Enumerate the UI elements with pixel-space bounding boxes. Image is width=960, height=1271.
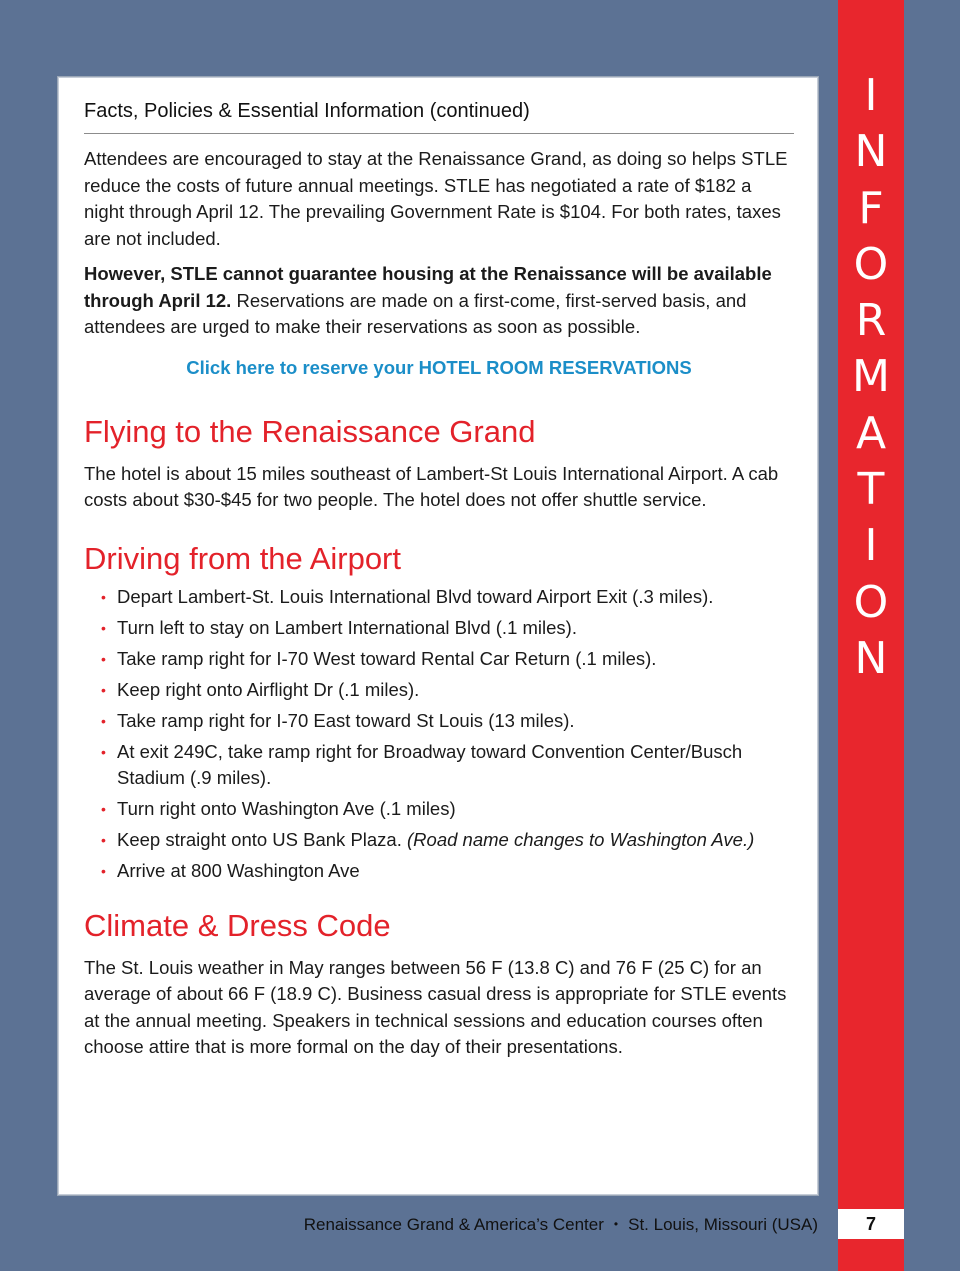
road-name-note: (Road name changes to Washington Ave.) [407, 829, 755, 850]
flying-text: The hotel is about 15 miles southeast of Lambert-St Louis International Airport. A cab costs about $30-$45 for two people. The hotel does not offer shuttle service. [84, 462, 779, 510]
bullet-icon: • [101, 743, 106, 760]
flying-heading: Flying to the Renaissance Grand [84, 413, 536, 449]
list-item: • At exit 249C, take ramp right for Broadway toward Convention Center/Busch Stadium (.9 miles). [101, 740, 743, 788]
bullet-icon: • [101, 588, 106, 605]
sidebar-letter: O [853, 577, 889, 628]
sidebar-letter: N [854, 633, 888, 684]
bullet-icon: • [101, 619, 106, 636]
list-item: • Keep straight onto US Bank Plaza. (Road name changes to Washington Ave.) [84, 827, 794, 854]
bullet-icon: • [101, 650, 106, 667]
information-sidebar [838, 0, 904, 1271]
bullet-icon: • [101, 832, 106, 848]
intro-paragraph: Attendees are encouraged to stay at the Renaissance Grand, as doing so helps STLE reduce the costs of future annual meetings. STLE has negotiated a rate of $182 a night through April 12. The prevailing Government Rate is $104. For both rates, taxes are not included. [84, 148, 788, 249]
footer-venue: Renaissance Grand & America’s Center [303, 1215, 604, 1234]
bullet-icon: • [101, 712, 106, 729]
hotel-reservation-link[interactable]: Click here to reserve your HOTEL ROOM RESERVATIONS [186, 356, 692, 378]
bullet-icon: • [101, 863, 106, 879]
list-item: • Arrive at 800 Washington Ave [84, 858, 794, 885]
bullet-icon: • [101, 681, 106, 698]
page-footer [120, 1209, 818, 1239]
sidebar-letter: M [852, 351, 890, 402]
sidebar-letter: O [853, 239, 889, 290]
list-item: • Keep right onto Airflight Dr (.1 miles). [84, 677, 794, 704]
driving-heading: Driving from the Airport [84, 540, 401, 576]
housing-warning: However, STLE cannot guarantee housing at the Renaissance will be available through April 12. [84, 263, 772, 311]
list-item: • Take ramp right for I-70 East toward St Louis (13 miles). [84, 708, 794, 735]
list-item: • Turn left to stay on Lambert International Blvd (.1 miles). [84, 615, 794, 642]
list-item: • Depart Lambert-St. Louis International Blvd toward Airport Exit (.3 miles). [84, 584, 794, 611]
page-number: 7 [838, 1209, 904, 1239]
climate-text: The St. Louis weather in May ranges between 56 F (13.8 C) and 76 F (25 C) for an average of about 66 F (18.9 C). Business casual dress is appropriate for STLE events at the annual meeting. Speakers in technical sessions and education courses often choose attire that is more formal on the day of their presentations. [84, 956, 787, 1057]
sidebar-letter: T [857, 464, 885, 515]
sidebar-letter: A [855, 408, 887, 459]
housing-paragraph [84, 261, 794, 341]
content-body [84, 97, 794, 1061]
driving-directions-list [84, 584, 794, 885]
list-item: • Turn right onto Washington Ave (.1 miles) [84, 796, 794, 823]
section-title: Facts, Policies & Essential Information (continued) [84, 97, 794, 134]
sidebar-letter: F [858, 183, 884, 234]
sidebar-letter: I [864, 70, 878, 121]
list-item: • Take ramp right for I-70 West toward Rental Car Return (.1 miles). [84, 646, 794, 673]
sidebar-letter: I [864, 520, 878, 571]
housing-details: Reservations are made on a first-come, first-served basis, and attendees are urged to make their reservations as soon as possible. [84, 289, 747, 337]
climate-heading: Climate & Dress Code [84, 907, 391, 943]
sidebar-letter: R [855, 295, 887, 346]
content-card [57, 76, 819, 1196]
footer-location: St. Louis, Missouri (USA) [628, 1215, 818, 1234]
sidebar-letter: N [854, 126, 888, 177]
footer-separator: • [613, 1217, 619, 1231]
bullet-icon: • [101, 801, 106, 817]
